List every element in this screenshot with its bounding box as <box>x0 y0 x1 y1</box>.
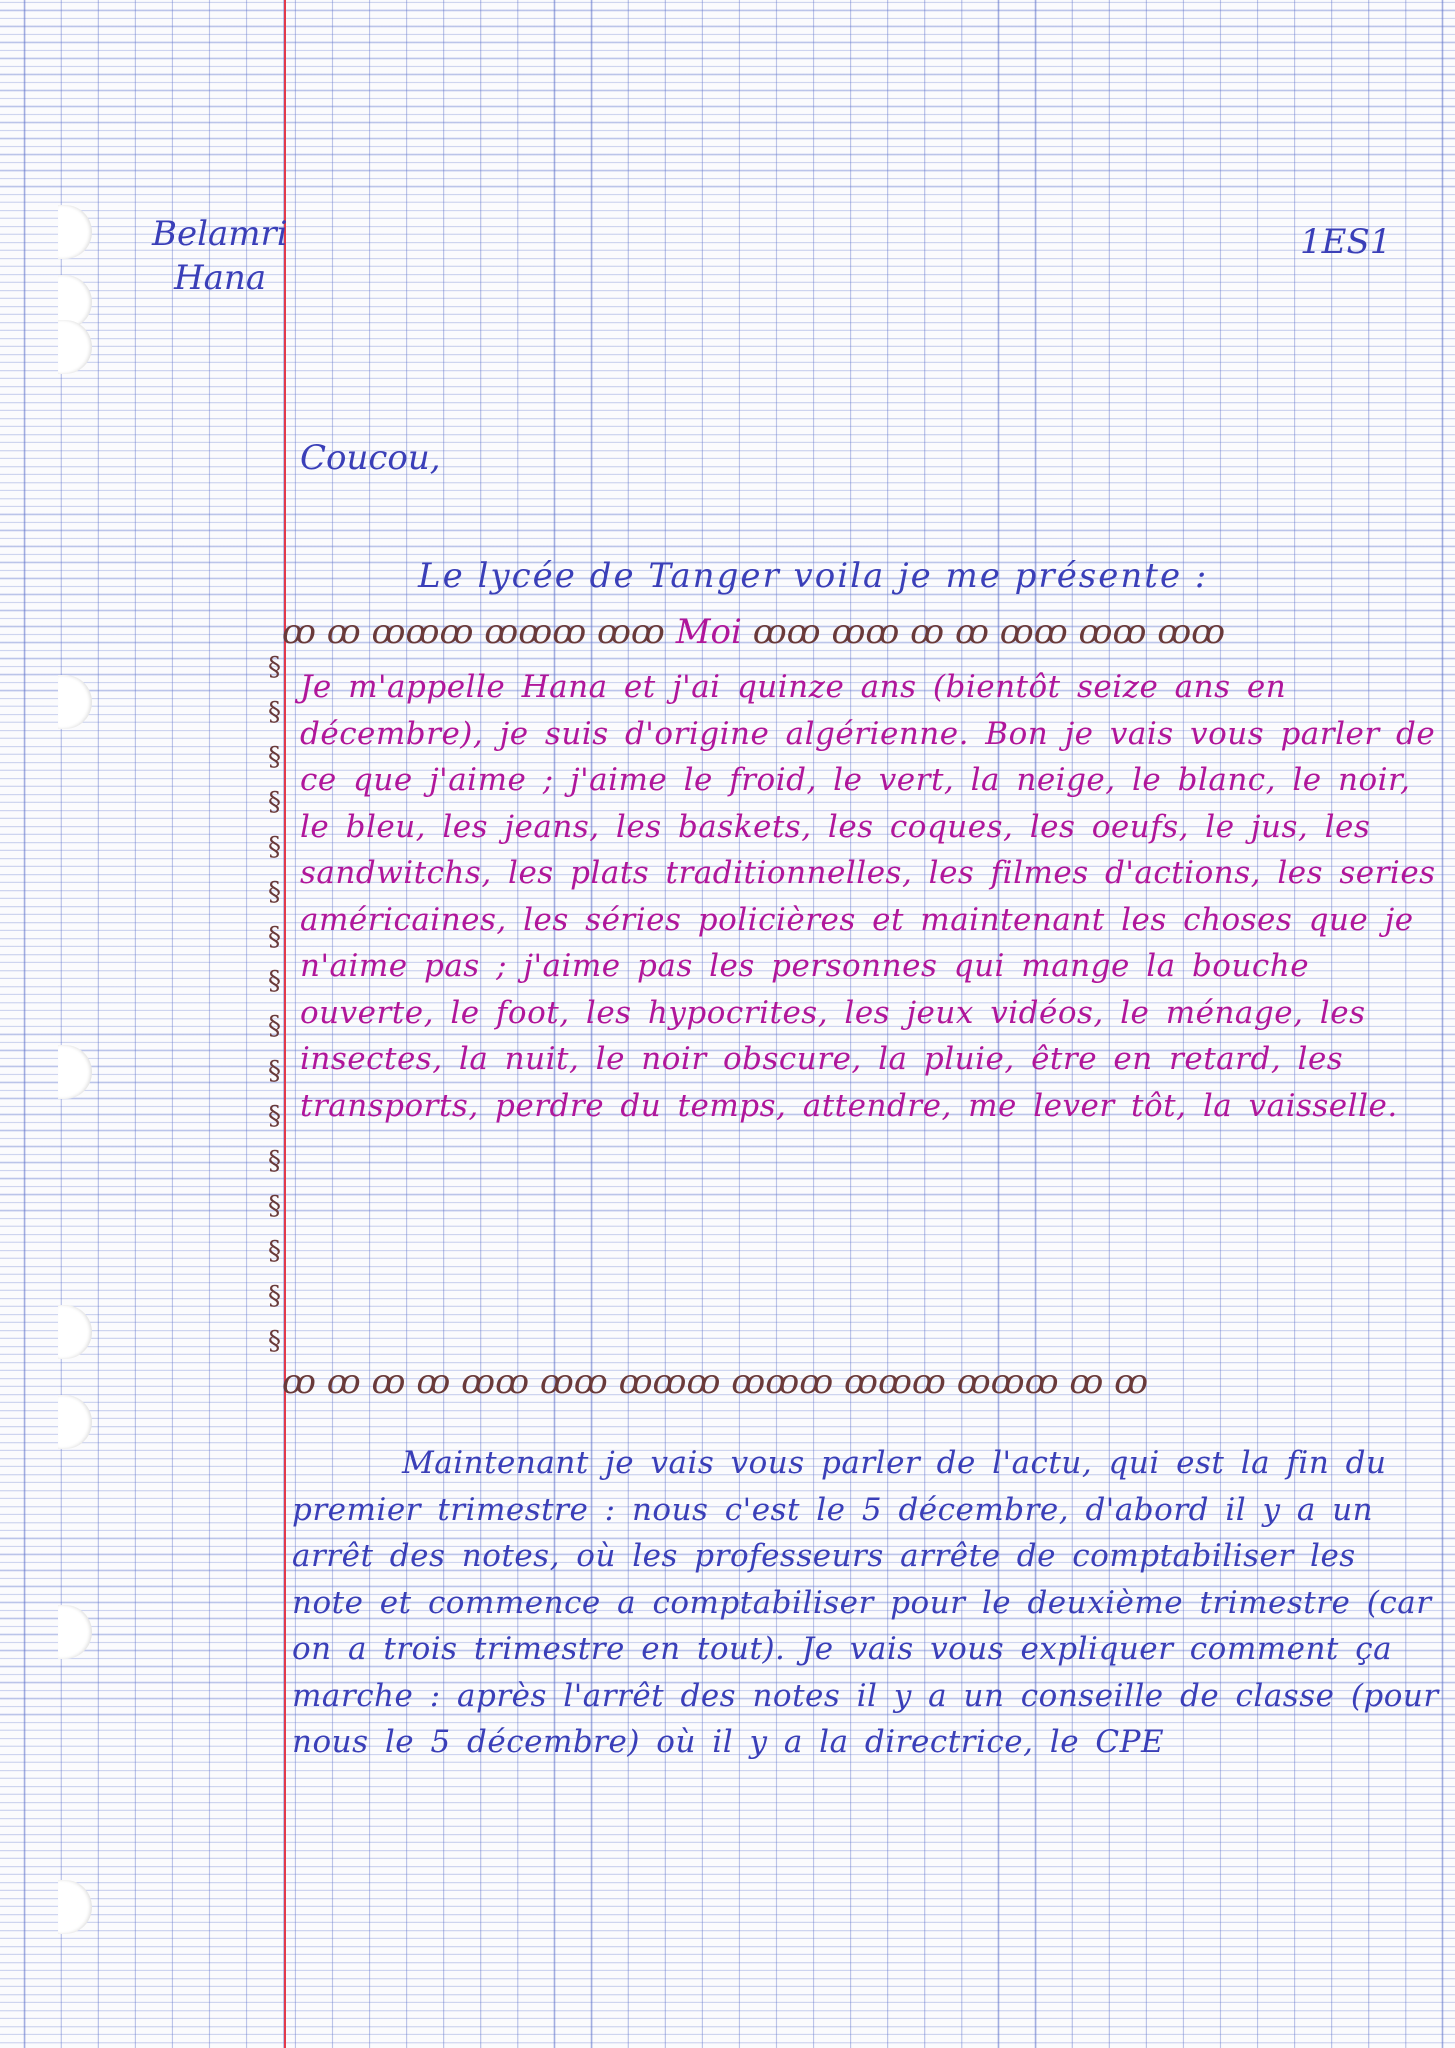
decorative-border-top <box>282 612 1225 652</box>
swirl-decoration: § <box>268 652 281 682</box>
student-surname: Belamri <box>152 214 288 254</box>
swirl-decoration: § <box>268 1101 281 1132</box>
swirl-decoration: ꝏ ꝏ ꝏꝏꝏ ꝏꝏꝏ ꝏꝏ <box>282 612 676 652</box>
binder-hole <box>58 1305 92 1359</box>
intro-line: Le lycée de Tanger voila je me présente : <box>418 556 1209 596</box>
decorative-border-bottom <box>282 1362 1148 1402</box>
binder-hole <box>58 1395 92 1449</box>
swirl-decoration: § <box>268 1235 281 1266</box>
paragraph-news: Maintenant je vais vous parler de l'actu, qui est la fin du premier trimestre : nous c'est le 5 décembre, d'abord il y a un arrêt des notes, où les professeurs arrête de comptabiliser les note et commence a comptabiliser pour le deuxième trimestre (car on a trois trimestre en tout). Je vais vous expliquer comment ça marche : après l'arrêt des notes il y a un conseille de classe (pour nous le 5 décembre) où il y a la directrice, le CPE <box>292 1445 1439 1760</box>
swirl-decoration: ꝏ ꝏ ꝏ ꝏ ꝏꝏ ꝏꝏ ꝏꝏꝏ ꝏꝏꝏ ꝏꝏꝏ ꝏꝏꝏ ꝏ ꝏ <box>282 1362 1149 1402</box>
student-firstname: Hana <box>174 258 267 298</box>
binder-hole <box>58 675 92 729</box>
swirl-decoration: § <box>268 966 281 997</box>
swirl-decoration: § <box>268 1325 281 1356</box>
binder-hole <box>58 1605 92 1659</box>
class-label: 1ES1 <box>1300 222 1392 262</box>
swirl-decoration: § <box>268 741 281 772</box>
binder-hole <box>58 1045 92 1099</box>
greeting: Coucou, <box>300 438 441 478</box>
swirl-decoration: § <box>268 876 281 907</box>
swirl-decoration: § <box>268 696 281 727</box>
swirl-decoration: ꝏꝏ ꝏꝏ ꝏ ꝏ ꝏꝏ ꝏꝏ ꝏꝏ <box>741 612 1226 652</box>
swirl-decoration: § <box>268 786 281 817</box>
paragraph-about-me: Je m'appelle Hana et j'ai quinze ans (bientôt seize ans en décembre), je suis d'origine algérienne. Bon je vais vous parler de ce que j'aime ; j'aime le froid, le vert, la neige, le blanc, le noir, le bleu, les jeans, les baskets, les coques, les oeufs, le jus, les sandwitchs, les plats traditionnelles, les filmes d'actions, les series américaines, les séries policières et maintenant les choses que je n'aime pas ; j'aime pas les personnes qui mange la bouche ouverte, le foot, les hypocrites, les jeux vidéos, le ménage, les insectes, la nuit, le noir obscure, la pluie, être en retard, les transports, perdre du temps, attendre, me lever tôt, la vaisselle. <box>300 669 1436 1124</box>
swirl-decoration: § <box>268 1191 281 1222</box>
binder-hole <box>58 320 92 374</box>
student-name <box>152 212 288 300</box>
section-title: Moi <box>675 612 742 652</box>
decorative-border-left <box>268 654 298 1354</box>
swirl-decoration: § <box>268 1146 281 1177</box>
swirl-decoration: § <box>268 1056 281 1087</box>
swirl-decoration: § <box>268 1280 281 1311</box>
swirl-decoration: § <box>268 1011 281 1042</box>
binder-hole <box>58 205 92 259</box>
swirl-decoration: § <box>268 831 281 862</box>
swirl-decoration: § <box>268 921 281 952</box>
binder-hole <box>58 1880 92 1934</box>
